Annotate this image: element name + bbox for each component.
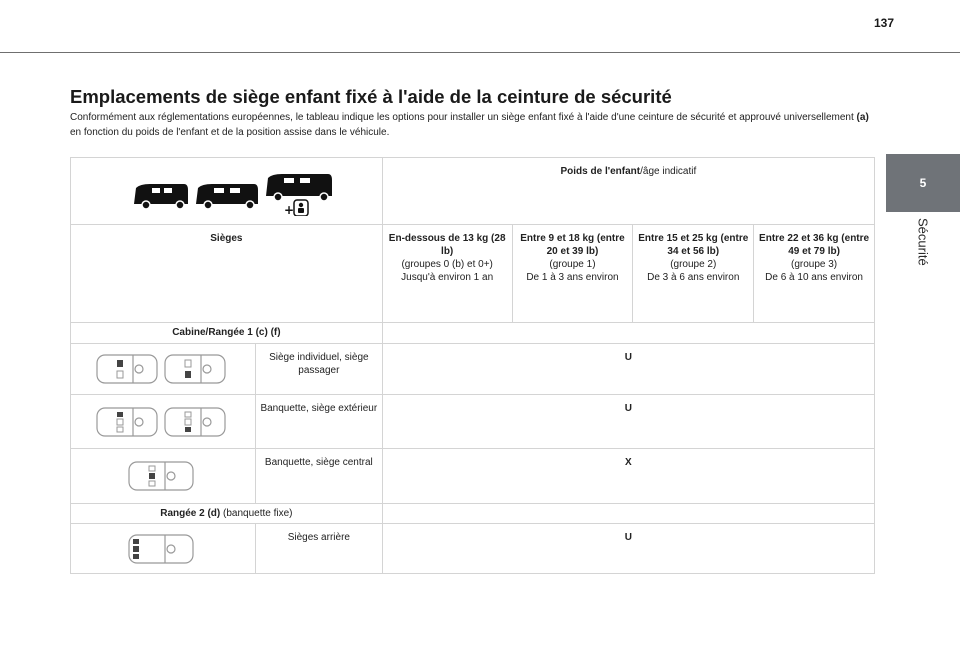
row-value: U <box>382 344 874 395</box>
row-value: U <box>382 524 874 574</box>
table-row <box>71 524 875 574</box>
group-column-0: En-dessous de 13 kg (28 lb) (groupes 0 (b) et 0+) Jusqu'à environ 1 an <box>382 225 512 323</box>
row-label: Banquette, siège central <box>255 449 382 504</box>
chapter-title: Sécurité <box>915 218 931 266</box>
weight-header: Poids de l'enfant/âge indicatif <box>382 158 874 225</box>
table-row <box>71 395 875 449</box>
group-column-1: Entre 9 et 18 kg (entre 20 et 39 lb) (groupe 1) De 1 à 3 ans environ <box>512 225 633 323</box>
group-column-3: Entre 22 et 36 kg (entre 49 et 79 lb) (groupe 3) De 6 à 10 ans environ <box>754 225 875 323</box>
group-column-2: Entre 15 et 25 kg (entre 34 et 56 lb) (groupe 2) De 3 à 6 ans environ <box>633 225 754 323</box>
seats-column-label: Sièges <box>71 225 383 323</box>
row-label: Siège individuel, siège passager <box>255 344 382 395</box>
seat-diagram-icon <box>71 524 256 574</box>
child-seat-table <box>70 157 875 574</box>
chapter-number: 5 <box>919 176 927 190</box>
header-rule <box>0 52 960 53</box>
table-header-row <box>71 158 875 225</box>
weight-groups-row <box>71 225 875 323</box>
seat-diagram-icon <box>71 395 256 449</box>
section-row-cabin <box>71 323 875 344</box>
row-label: Sièges arrière <box>255 524 382 574</box>
table-row <box>71 449 875 504</box>
intro-paragraph: Conformément aux réglementations européennes, le tableau indique les options pour installer un siège enfant fixé à l'aide d'une ceinture de sécurité et approuvé universellement (a) en fonction du poids de l'enfant et de la position assise dans le véhicule. <box>70 112 869 138</box>
row-label: Banquette, siège extérieur <box>255 395 382 449</box>
section-label-cabin: Cabine/Rangée 1 (c) (f) <box>71 323 383 344</box>
row-value: U <box>382 395 874 449</box>
page-title: Emplacements de siège enfant fixé à l'aide de la ceinture de sécurité <box>70 86 672 107</box>
row-value: X <box>382 449 874 504</box>
van-variants-icon <box>71 158 383 225</box>
chapter-tab[interactable] <box>886 154 960 212</box>
page-number: 137 <box>873 16 894 30</box>
seat-diagram-icon <box>71 344 256 395</box>
section-row-rear <box>71 504 875 524</box>
svg-text:+: + <box>284 203 295 216</box>
seat-diagram-icon <box>71 449 256 504</box>
section-label-rear: Rangée 2 (d) (banquette fixe) <box>71 504 383 524</box>
table-row <box>71 344 875 395</box>
